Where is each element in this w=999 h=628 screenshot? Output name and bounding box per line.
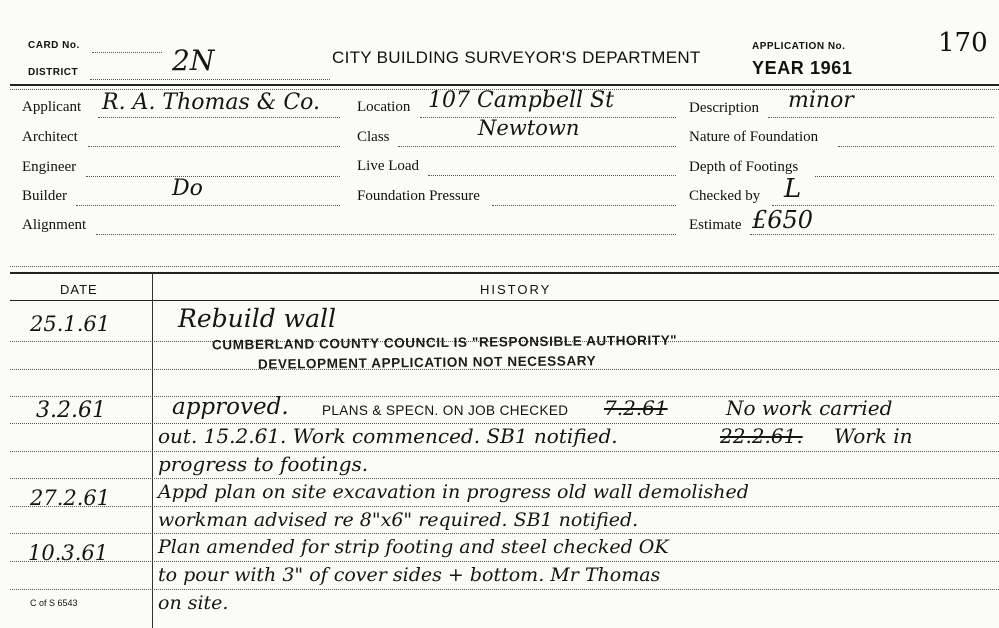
date-column-header: DATE: [60, 282, 98, 297]
live-load-label: Live Load: [357, 158, 420, 174]
form-code: C of S 6543: [30, 598, 78, 608]
rule-line: [10, 561, 999, 562]
entry-text: Rebuild wall: [178, 304, 336, 333]
applicant-value: R. A. Thomas & Co.: [102, 90, 321, 115]
struck-date: 7.2.61: [604, 396, 668, 420]
class-label: Class: [357, 129, 390, 145]
entry-text: Appd plan on site excavation in progress old wall demolished: [158, 481, 749, 503]
architect-line: [88, 146, 340, 147]
applicant-label: Applicant: [22, 99, 82, 115]
entry-date: 3.2.61: [36, 398, 106, 423]
department-title: CITY BUILDING SURVEYOR'S DEPARTMENT: [332, 48, 701, 67]
depth-of-footings-label: Depth of Footings: [689, 159, 799, 175]
entry-date: 25.1.61: [30, 312, 111, 336]
checked-by-label: Checked by: [689, 188, 761, 204]
table-top-dotted: [10, 266, 999, 267]
rule-line: [10, 478, 999, 479]
alignment-label: Alignment: [22, 217, 87, 233]
history-column-header: HISTORY: [480, 282, 552, 297]
estimate-value: £650: [752, 206, 814, 234]
district-line: [90, 79, 330, 80]
builder-value: Do: [172, 176, 203, 201]
entry-date: 27.2.61: [30, 486, 111, 510]
foundation-pressure-label: Foundation Pressure: [357, 188, 480, 204]
applicant-line: [98, 117, 340, 118]
rule-line: [10, 589, 999, 590]
council-stamp: CUMBERLAND COUNTY COUNCIL IS "RESPONSIBLE AUTHORITY": [211, 332, 678, 353]
description-value: minor: [788, 88, 854, 113]
table-header-rule: [10, 300, 999, 301]
year-label: YEAR 1961: [752, 58, 853, 78]
application-no: 170: [938, 28, 988, 58]
entry-text: workman advised re 8"x6" required. SB1 notified.: [158, 509, 639, 531]
header-rule: [10, 84, 999, 86]
alignment-line: [96, 234, 676, 235]
engineer-label: Engineer: [22, 159, 77, 175]
rule-line: [10, 533, 999, 534]
card-no-label: CARD No.: [28, 40, 80, 51]
estimate-label: Estimate: [689, 217, 742, 233]
entry-text: to pour with 3" of cover sides + bottom. Mr Thomas: [158, 564, 661, 586]
foundation-pressure-line: [492, 205, 676, 206]
depth-of-footings-line: [815, 176, 994, 177]
checked-by-value: L: [784, 174, 802, 204]
builder-label: Builder: [22, 188, 67, 204]
live-load-line: [428, 175, 676, 176]
struck-date: 22.2.61.: [720, 424, 803, 448]
entry-text: Plan amended for strip footing and steel checked OK: [158, 536, 669, 558]
entry-text: progress to footings.: [158, 452, 369, 476]
builder-line: [76, 205, 340, 206]
location-label: Location: [357, 99, 411, 115]
entry-text: out. 15.2.61. Work commenced. SB1 notified.: [158, 424, 618, 448]
rule-line: [10, 506, 999, 507]
nature-of-foundation-label: Nature of Foundation: [689, 129, 819, 145]
entry-text: No work carried: [726, 396, 893, 420]
description-line: [768, 117, 994, 118]
entry-date: 10.3.61: [28, 541, 109, 565]
estimate-line: [750, 234, 994, 235]
entry-text: on site.: [158, 592, 229, 614]
nature-of-foundation-line: [838, 146, 994, 147]
class-line: [398, 146, 676, 147]
typed-plans-checked: PLANS & SPECN. ON JOB CHECKED: [322, 403, 569, 418]
approved-text: approved.: [172, 394, 289, 420]
development-stamp: DEVELOPMENT APPLICATION NOT NECESSARY: [257, 353, 597, 372]
entry-text: Work in: [834, 424, 913, 448]
architect-label: Architect: [22, 129, 78, 145]
application-no-label: APPLICATION No.: [752, 41, 846, 52]
district-value: 2N: [172, 44, 215, 77]
card-no-line: [92, 52, 162, 53]
location-value: 107 Campbell St: [428, 88, 614, 113]
description-label: Description: [689, 100, 759, 116]
engineer-line: [86, 176, 340, 177]
class-value: Newtown: [478, 116, 580, 140]
table-top-rule: [10, 272, 999, 274]
district-label: DISTRICT: [28, 67, 79, 78]
